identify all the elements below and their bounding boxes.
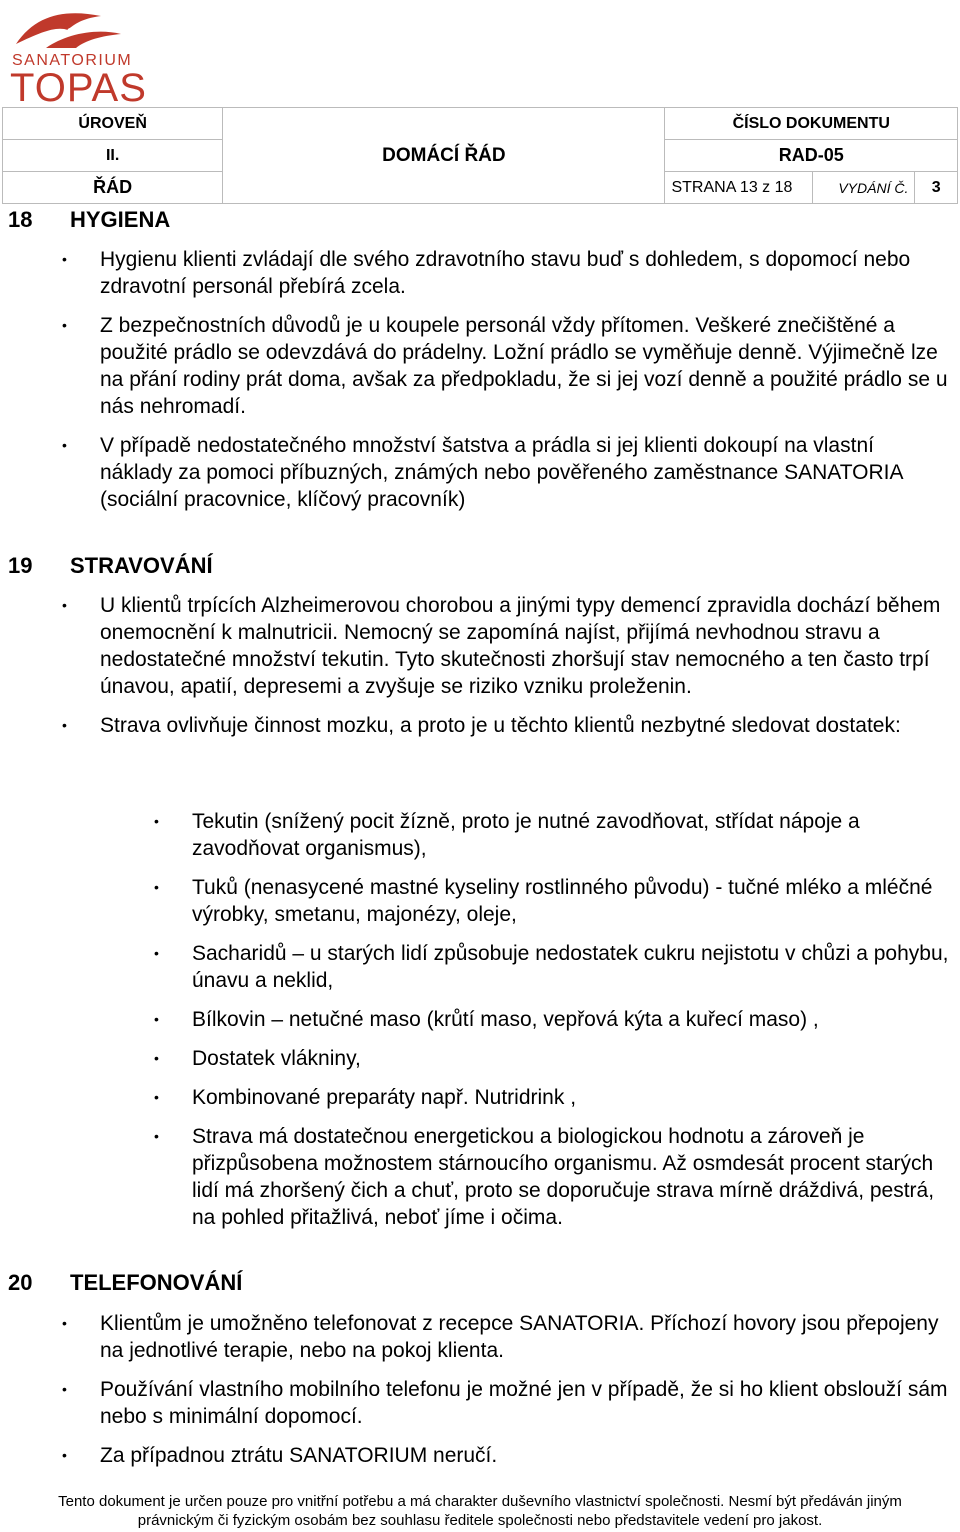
- list-item: • Z bezpečnostních důvodů je u koupele personál vždy přítomen. Veškeré znečištěné a použité prádlo se odevzdává do prádelny. Ložní prádlo se vyměňuje denně. Výjimečně lze na přání rodiny prát doma, avšak za předpokladu, že si jej vozí denně a použité prádlo se u nás nehromadí.: [62, 312, 952, 420]
- sublist-item: • Tekutin (snížený pocit žízně, proto je nutné zavodňovat, střídat nápoje a zavodňovat organismus),: [154, 808, 954, 862]
- logo-sanatorium-text: SANATORIUM: [12, 52, 133, 69]
- footer-line-1: Tento dokument je určen pouze pro vnitřní potřebu a má charakter duševního vlastnictví společnosti. Nesmí být předáván jiným: [58, 1493, 902, 1510]
- edition-number: 3: [915, 172, 958, 204]
- section-number: 20: [8, 1270, 33, 1295]
- list-item: • Za případnou ztrátu SANATORIUM neručí.: [62, 1442, 952, 1469]
- logo-topas-text: TOPAS: [10, 66, 147, 110]
- section-number: 18: [8, 207, 33, 232]
- telefonovani-list: [62, 1310, 952, 1469]
- document-header-table: [2, 107, 958, 204]
- doc-number-label: ČÍSLO DOKUMENTU: [665, 108, 958, 140]
- page-indicator: STRANA 13 z 18: [665, 172, 813, 204]
- doc-number: RAD-05: [665, 140, 958, 172]
- section-heading-hygiena: [8, 207, 170, 233]
- footer-disclaimer: [0, 1492, 960, 1530]
- hands-logo-icon: [6, 4, 126, 54]
- section-number: 19: [8, 553, 33, 578]
- section-heading-telefonovani: [8, 1270, 242, 1296]
- stravovani-list: [62, 592, 952, 739]
- section-title: STRAVOVÁNÍ: [70, 553, 213, 578]
- company-logo: [6, 4, 147, 110]
- list-item: • Strava ovlivňuje činnost mozku, a proto je u těchto klientů nezbytné sledovat dostatek:: [62, 712, 952, 739]
- nutrition-sublist: [154, 808, 954, 1231]
- list-item: • U klientů trpících Alzheimerovou chorobou a jinými typy demencí zpravidla dochází během onemocnění k malnutricii. Nemocný se zapomíná najíst, přijímá nevhodnou stravu a nedostatečné množství tekutin. Tyto skutečnosti zhoršují stav nemocného a ten často trpí únavou, apatií, depresemi a zvyšuje se riziko vzniku proleženin.: [62, 592, 952, 700]
- sublist-item: • Dostatek vlákniny,: [154, 1045, 954, 1072]
- sublist-item: • Kombinované preparáty např. Nutridrink ,: [154, 1084, 954, 1111]
- section-heading-stravovani: [8, 553, 213, 579]
- list-item: • Klientům je umožněno telefonovat z recepce SANATORIA. Příchozí hovory jsou přepojeny na jednotlivé terapie, nebo na pokoj klienta.: [62, 1310, 952, 1364]
- sublist-item: • Strava má dostatečnou energetickou a biologickou hodnotu a zároveň je přizpůsobena možnostem stárnoucího organismu. Až osmdesát procent starých lidí má zhoršený čich a chuť, proto se doporučuje strava mírně dráždivá, pestrá, na pohled přitažlivá, neboť jíme i očima.: [154, 1123, 954, 1231]
- document-title: DOMÁCÍ ŘÁD: [223, 108, 665, 204]
- section-title: TELEFONOVÁNÍ: [70, 1270, 243, 1295]
- sublist-item: • Bílkovin – netučné maso (krůtí maso, vepřová kýta a kuřecí maso) ,: [154, 1006, 954, 1033]
- level-value: II.: [3, 140, 223, 172]
- sublist-item: • Sacharidů – u starých lidí způsobuje nedostatek cukru nejistotu v chůzi a pohybu, únavu a neklid,: [154, 940, 954, 994]
- list-item: • Hygienu klienti zvládají dle svého zdravotního stavu buď s dohledem, s dopomocí nebo zdravotní personál přebírá zcela.: [62, 246, 952, 300]
- section-title: HYGIENA: [70, 207, 171, 232]
- level-type: ŘÁD: [3, 172, 223, 204]
- list-item: • V případě nedostatečného množství šatstva a prádla si jej klienti dokoupí na vlastní náklady za pomoci příbuzných, známých nebo pověřeného zaměstnance SANATORIA (sociální pracovnice, klíčový pracovník): [62, 432, 952, 513]
- edition-label: VYDÁNÍ Č.: [813, 172, 915, 204]
- hygiena-list: [62, 246, 952, 513]
- list-item: • Používání vlastního mobilního telefonu je možné jen v případě, že si ho klient obslouží sám nebo s minimální dopomocí.: [62, 1376, 952, 1430]
- sublist-item: • Tuků (nenasycené mastné kyseliny rostlinného původu) - tučné mléko a mléčné výrobky, smetanu, majonézy, oleje,: [154, 874, 954, 928]
- level-label: ÚROVEŇ: [3, 108, 223, 140]
- footer-line-2: právnickým či fyzickým osobám bez souhlasu ředitele společnosti nebo představitele vedení pro jakost.: [137, 1512, 823, 1529]
